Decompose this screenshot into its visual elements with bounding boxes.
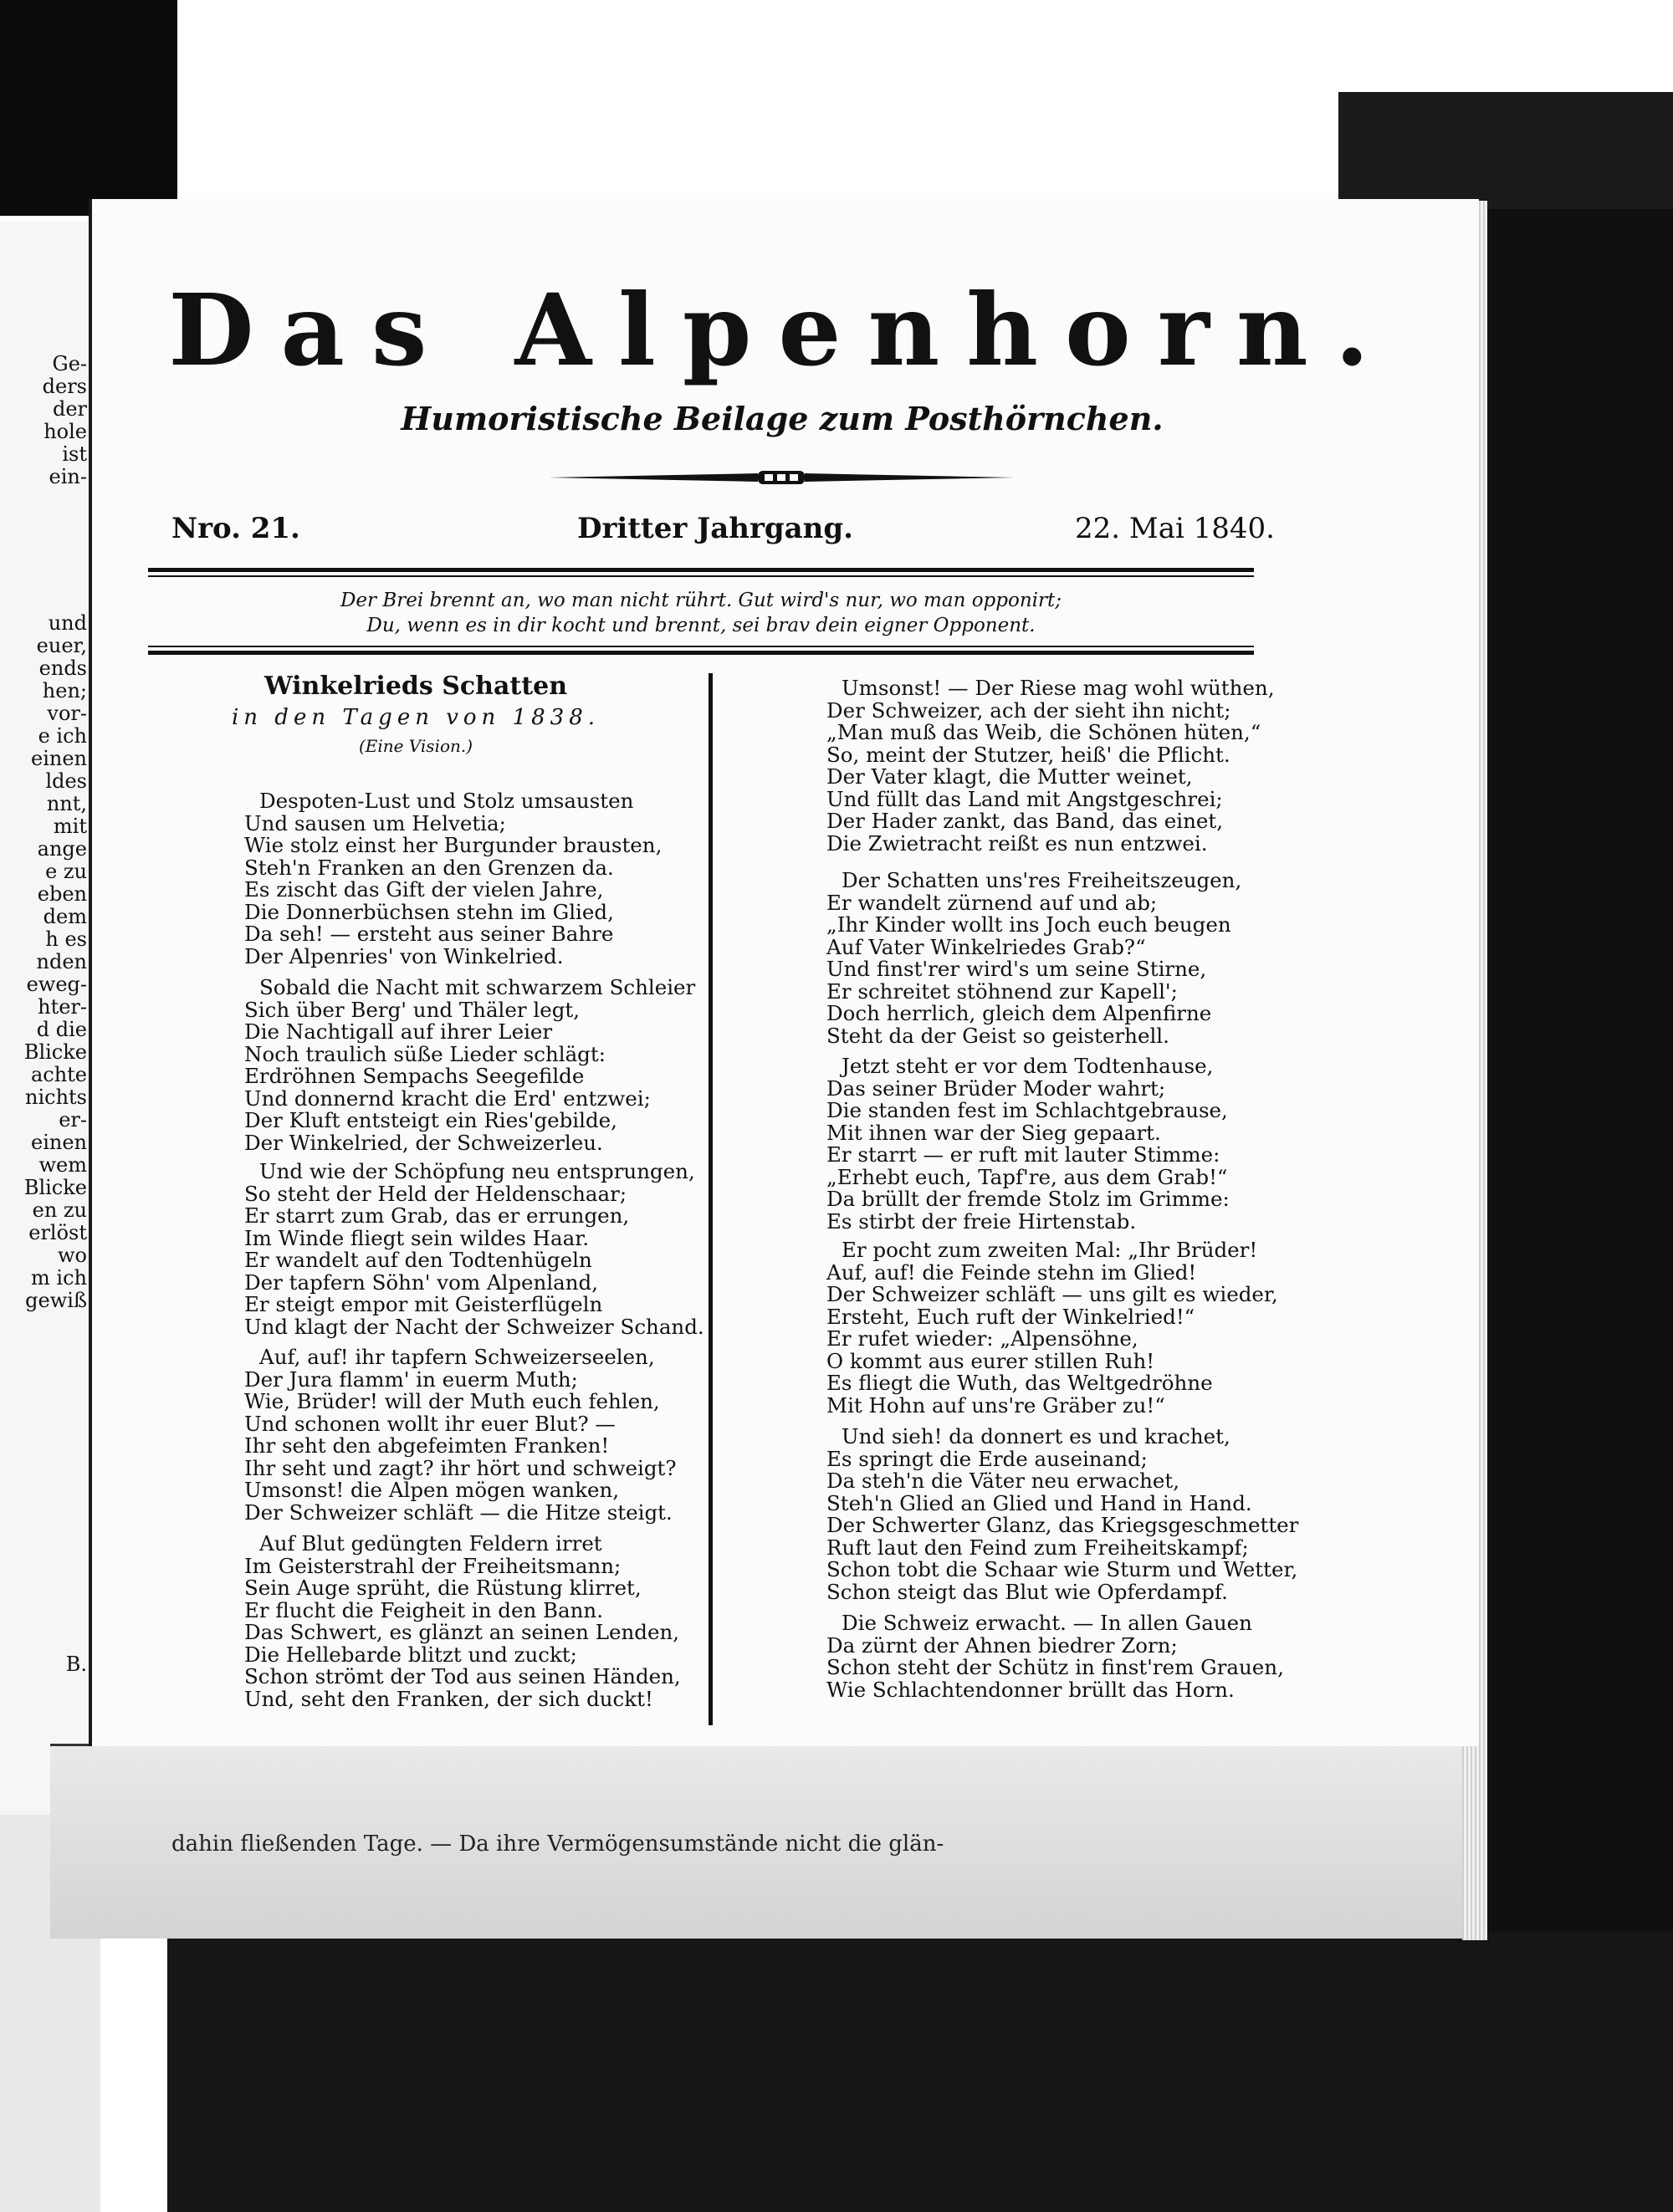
poem-line: Wie Schlachtendonner brüllt das Horn. <box>826 1677 1235 1702</box>
poem-line: Umsonst! die Alpen mögen wanken, <box>244 1478 620 1502</box>
left-page-fragment: d die <box>36 1018 87 1041</box>
poem-line: Die Zwietracht reißt es nun entzwei. <box>826 830 1208 856</box>
scan-border-top-right <box>1338 92 1673 209</box>
poem-line: Er wandelt auf den Todtenhügeln <box>244 1248 592 1272</box>
poem-stanza <box>244 790 662 968</box>
poem-line: Im Winde fliegt sein wildes Haar. <box>244 1225 590 1250</box>
left-page-fragment: dem <box>43 905 87 928</box>
poem-line: So steht der Held der Heldenschaar; <box>244 1181 627 1206</box>
left-page-fragment: Blicke <box>23 1040 87 1064</box>
poem-line: Sein Auge sprüht, die Rüstung klirret, <box>244 1576 642 1600</box>
left-page-fragment: eben <box>37 882 87 906</box>
left-page-fragment: en zu <box>32 1198 87 1222</box>
left-page-fragment: vor- <box>47 702 87 725</box>
poem-line: Im Geisterstrahl der Freiheitsmann; <box>244 1553 622 1578</box>
poem-line: Mit Hohn auf uns're Gräber zu!“ <box>826 1392 1165 1418</box>
poem-line: Der Alpenries' von Winkelried. <box>244 943 564 968</box>
poem-line: Jetzt steht er vor dem Todtenhause, <box>842 1054 1214 1078</box>
scan-border-bottom <box>167 1932 1673 2212</box>
left-page-fragment: B. <box>65 1653 87 1676</box>
poem-line: Auf, auf! die Feinde stehn im Glied! <box>826 1259 1197 1285</box>
poem-note: (Eine Vision.) <box>358 736 473 756</box>
poem-line: Wie stolz einst her Burgunder brausten, <box>244 833 663 857</box>
poem-line: Und finst'rer wird's um seine Stirne, <box>826 957 1207 981</box>
left-page-fragment: einen <box>31 1131 87 1154</box>
poem-line: Der Hader zankt, das Band, das einet, <box>826 809 1224 833</box>
poem-line: So, meint der Stutzer, heiß' die Pflicht. <box>826 742 1230 767</box>
column-divider <box>709 673 713 1725</box>
poem-line: Die standen fest im Schlachtgebrause, <box>826 1098 1228 1122</box>
poem-line: O kommt aus eurer stillen Ruh! <box>826 1348 1155 1373</box>
left-page-fragment: eweg- <box>26 973 87 996</box>
left-page-fragment: ders <box>42 375 87 398</box>
poem-line: Erdröhnen Sempachs Seegefilde <box>244 1064 585 1088</box>
left-page-fragment: nichts <box>25 1086 87 1109</box>
rule-bottom-thick <box>148 651 1254 655</box>
poem-line: Wie, Brüder! will der Muth euch fehlen, <box>244 1389 660 1413</box>
poem-stanza <box>826 870 1241 1047</box>
poem-line: Da zürnt der Ahnen biedrer Zorn; <box>826 1632 1178 1658</box>
poem-line: Der Schweizer schläft — die Hitze steigt. <box>244 1499 673 1525</box>
left-page-fragment: ist <box>62 442 87 466</box>
left-page-fragment: mit <box>53 815 87 838</box>
poem-line: Doch herrlich, gleich dem Alpenfirne <box>826 1001 1212 1025</box>
poem-line: Steh'n Glied an Glied und Hand in Hand. <box>826 1490 1252 1515</box>
poem-stanza <box>244 1346 677 1524</box>
left-page-fragment: gewiß <box>25 1289 87 1312</box>
volume-label: Dritter Jahrgang. <box>577 512 853 545</box>
poem-line: Schon steht der Schütz in finst'rem Grauen, <box>826 1655 1284 1679</box>
poem-line: Die Nachtigall auf ihrer Leier <box>244 1019 553 1044</box>
poem-line: Es zischt das Gift der vielen Jahre, <box>244 877 604 902</box>
underlying-page-text: dahin fließenden Tage. — Da ihre Vermögensumstände nicht die glän- <box>171 1831 944 1857</box>
left-page-fragment: der <box>52 397 87 421</box>
poem-line: Und füllt das Land mit Angstgeschrei; <box>826 786 1223 811</box>
poem-subtitle: in den Tagen von 1838. <box>231 705 600 730</box>
left-page-fragment: m ich <box>31 1266 87 1290</box>
left-page-fragment: nnt, <box>46 792 87 815</box>
poem-line: Ihr seht und zagt? ihr hört und schweigt? <box>244 1455 677 1480</box>
poem-line: Despoten-Lust und Stolz umsausten <box>259 789 634 813</box>
poem-line: Da steh'n die Väter neu erwachet, <box>826 1469 1180 1493</box>
left-page-fragment: nden <box>36 950 87 973</box>
left-page-fragment: e ich <box>38 724 87 748</box>
motto-line-1: Der Brei brennt an, wo man nicht rührt. Gut wird's nur, wo man opponirt; <box>340 590 1062 611</box>
masthead-subtitle: Humoristische Beilage zum Posthörnchen. <box>401 400 1164 437</box>
rule-bottom-thin <box>148 646 1254 647</box>
poem-line: Schon steigt das Blut wie Opferdampf. <box>826 1579 1228 1604</box>
poem-line: Die Hellebarde blitzt und zuckt; <box>244 1642 577 1667</box>
left-page-fragment: er- <box>59 1108 87 1132</box>
poem-line: Und, seht den Franken, der sich duckt! <box>244 1686 653 1711</box>
left-page-fragment: wo <box>58 1244 87 1267</box>
poem-line: Er wandelt zürnend auf und ab; <box>826 890 1158 915</box>
left-page-fragment: hole <box>43 420 87 443</box>
poem-line: Der Schwerter Glanz, das Kriegsgeschmetter <box>826 1513 1299 1537</box>
poem-title: Winkelrieds Schatten <box>263 672 568 701</box>
poem-line: „Erhebt euch, Tapf're, aus dem Grab!“ <box>826 1164 1228 1189</box>
left-page-fragment: und <box>48 611 87 635</box>
poem-line: Und sausen um Helvetia; <box>244 810 506 835</box>
left-page-fragment: euer, <box>36 634 87 657</box>
masthead-title: Das Alpenhorn. <box>168 272 1396 388</box>
poem-line: Der Schweizer schläft — uns gilt es wieder, <box>826 1282 1278 1306</box>
poem-line: Ersteht, Euch ruft der Winkelried!“ <box>826 1304 1195 1329</box>
poem-line: Sobald die Nacht mit schwarzem Schleier <box>259 975 696 999</box>
scan-border-top-left <box>0 0 177 216</box>
poem-line: Die Donnerbüchsen stehn im Glied, <box>244 899 614 924</box>
left-page-fragment: Ge- <box>52 352 87 375</box>
poem-line: Noch traulich süße Lieder schlägt: <box>244 1041 606 1066</box>
poem-stanza <box>244 1533 681 1710</box>
poem-line: Mit ihnen war der Sieg gepaart. <box>826 1120 1161 1145</box>
left-page-fragment: h es <box>45 927 87 951</box>
poem-line: Es stirbt der freie Hirtenstab. <box>826 1208 1137 1234</box>
rule-top-thin <box>148 575 1254 577</box>
left-page-fragment: ends <box>38 656 87 680</box>
motto-line-2: Du, wenn es in dir kocht und brennt, sei brav dein eigner Opponent. <box>366 615 1036 636</box>
poem-line: Der Vater klagt, die Mutter weinet, <box>826 764 1193 789</box>
poem-line: Und schonen wollt ihr euer Blut? — <box>244 1411 616 1436</box>
poem-line: Es springt die Erde auseinand; <box>826 1446 1148 1471</box>
poem-line: Ruft laut den Feind zum Freiheitskampf; <box>826 1535 1249 1560</box>
left-page-fragment: hter- <box>38 995 87 1019</box>
poem-line: Auf, auf! ihr tapfern Schweizerseelen, <box>259 1345 655 1369</box>
left-page-fragment: wem <box>38 1153 87 1177</box>
poem-stanza <box>244 1161 704 1338</box>
poem-stanza <box>826 1612 1284 1701</box>
poem-line: Der tapfern Söhn' vom Alpenland, <box>244 1269 599 1295</box>
poem-line: Auf Vater Winkelriedes Grab?“ <box>826 934 1146 959</box>
poem-line: Es fliegt die Wuth, das Weltgedröhne <box>826 1371 1213 1395</box>
poem-line: Der Kluft entsteigt ein Ries'gebilde, <box>244 1108 617 1132</box>
rule-top-thick <box>148 568 1254 572</box>
poem-line: Da brüllt der fremde Stolz im Grimme: <box>826 1187 1230 1211</box>
poem-stanza <box>826 1426 1298 1603</box>
poem-line: Er starrt — er ruft mit lauter Stimme: <box>826 1142 1220 1167</box>
poem-line: Er steigt empor mit Geisterflügeln <box>244 1292 603 1316</box>
scan-border-right <box>1481 199 1673 2212</box>
poem-line: Der Schweizer, ach der sieht ihn nicht; <box>826 697 1231 723</box>
poem-line: Der Schatten uns'res Freiheitszeugen, <box>842 868 1242 892</box>
left-page-fragment: ein- <box>49 465 87 488</box>
poem-line: Das Schwert, es glänzt an seinen Lenden, <box>244 1620 680 1644</box>
poem-line: Schon tobt die Schaar wie Sturm und Wetter, <box>826 1557 1298 1581</box>
poem-line: „Ihr Kinder wollt ins Joch euch beugen <box>826 912 1231 937</box>
left-page-fragment: einen <box>31 747 87 770</box>
poem-line: Und sieh! da donnert es und krachet, <box>842 1424 1230 1448</box>
poem-stanza <box>826 1239 1278 1417</box>
poem-line: Der Winkelried, der Schweizerleu. <box>244 1130 603 1155</box>
poem-line: Steh'n Franken an den Grenzen da. <box>244 855 614 880</box>
poem-line: Er pocht zum zweiten Mal: „Ihr Brüder! <box>842 1238 1258 1262</box>
poem-line: Schon strömt der Tod aus seinen Händen, <box>244 1664 681 1688</box>
poem-line: Er flucht die Feigheit in den Bann. <box>244 1597 603 1622</box>
poem-stanza <box>826 677 1274 855</box>
poem-line: Und klagt der Nacht der Schweizer Schand. <box>244 1314 704 1339</box>
poem-line: Auf Blut gedüngten Feldern irret <box>259 1531 602 1556</box>
poem-line: Und donnernd kracht die Erd' entzwei; <box>244 1086 651 1111</box>
poem-line: Er rufet wieder: „Alpensöhne, <box>826 1326 1138 1351</box>
left-page-fragment: e zu <box>45 860 87 883</box>
left-page-fragment: ldes <box>45 769 87 793</box>
left-page-fragment: Blicke <box>23 1176 87 1199</box>
left-page-fragment: ange <box>37 837 87 861</box>
poem-line: Der Jura flamm' in euerm Muth; <box>244 1367 578 1392</box>
poem-line: Da seh! — ersteht aus seiner Bahre <box>244 922 614 946</box>
ornament-divider <box>549 468 1014 487</box>
poem-line: Umsonst! — Der Riese mag wohl wüthen, <box>842 676 1275 700</box>
poem-line: Ihr seht den abgefeimten Franken! <box>244 1433 610 1458</box>
poem-stanza <box>244 977 695 1154</box>
poem-line: Er starrt zum Grab, das er errungen, <box>244 1203 630 1228</box>
poem-stanza <box>826 1055 1230 1233</box>
left-page-fragment: erlöst <box>28 1221 87 1244</box>
issue-number: Nro. 21. <box>171 512 300 545</box>
poem-line: Sich über Berg' und Thäler legt, <box>244 997 581 1022</box>
left-page-fragment: hen; <box>42 679 87 702</box>
poem-line: Und wie der Schöpfung neu entsprungen, <box>259 1159 695 1183</box>
left-page-fragment: achte <box>30 1063 87 1086</box>
poem-line: Die Schweiz erwacht. — In allen Gauen <box>842 1611 1252 1635</box>
poem-line: Steht da der Geist so geisterhell. <box>826 1023 1169 1048</box>
poem-line: Das seiner Brüder Moder wahrt; <box>826 1075 1166 1101</box>
poem-line: Er schreitet stöhnend zur Kapell'; <box>826 978 1178 1004</box>
issue-date: 22. Mai 1840. <box>1075 512 1275 545</box>
poem-line: „Man muß das Weib, die Schönen hüten,“ <box>826 720 1261 744</box>
